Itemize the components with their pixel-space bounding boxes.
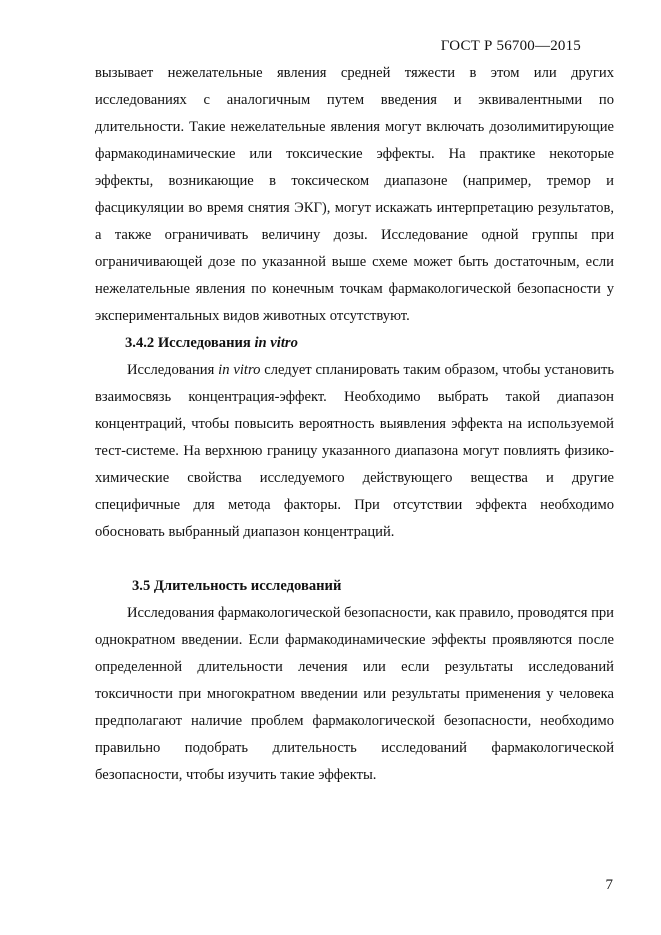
paragraph-duration: Исследования фармакологической безопасности, как правило, проводятся при однократном введении. Если фармакодинамические эффекты проявляются после определенной длительности лечения или если результаты исследований токсичности при многократном введении или результаты применения у человека предполагают наличие проблем фармакологической безопасности, необходимо правильно подобрать длительность исследований фармакологической безопасности, чтобы изучить такие эффекты. [95, 605, 614, 783]
paragraph-lead: Исследования [127, 362, 219, 378]
section-heading-3-5: 3.5 Длительность исследований [132, 578, 342, 594]
paragraph-continuation: вызывает нежелательные явления средней тяжести в этом или других исследованиях с аналогичным путем введения и эквивалентными по длительности. Такие нежелательные явления могут включать дозолимитирующие фармакодинамические или токсические эффекты. На практике некоторые эффекты, возникающие в токсическом диапазоне (например, тремор и фасцикуляции во время снятия ЭКГ), могут искажать интерпретацию результатов, а также ограничивать величину дозы. Исследование одной группы при ограничивающей дозе по указанной выше схеме может быть достаточным, если нежелательные явления по конечным точкам фармакологической безопасности у экспериментальных видов животных отсутствуют. [95, 65, 614, 324]
document-body [95, 60, 614, 789]
page-number: 7 [605, 877, 613, 893]
document-header [441, 38, 581, 55]
paragraph-in-vitro [95, 357, 614, 546]
paragraph-rest: следует спланировать таким образом, чтобы установить взаимосвязь концентрация-эффект. Необходимо выбрать такой диапазон концентраций, чтобы повысить вероятность выявления эффекта на используемой тест-системе. На верхнюю границу указанного диапазона могут повлиять физико-химические свойства исследуемого действующего вещества и другие специфичные для метода факторы. При отсутствии эффекта необходимо обосновать выбранный диапазон концентраций. [95, 362, 614, 540]
standard-id: ГОСТ Р 56700—2015 [440, 38, 581, 54]
section-heading-3-4-2 [95, 330, 614, 357]
section-title-italic: in vitro [254, 335, 298, 351]
section-number: 3.4.2 Исследования [125, 335, 255, 351]
paragraph-italic-term: in vitro [218, 362, 261, 378]
